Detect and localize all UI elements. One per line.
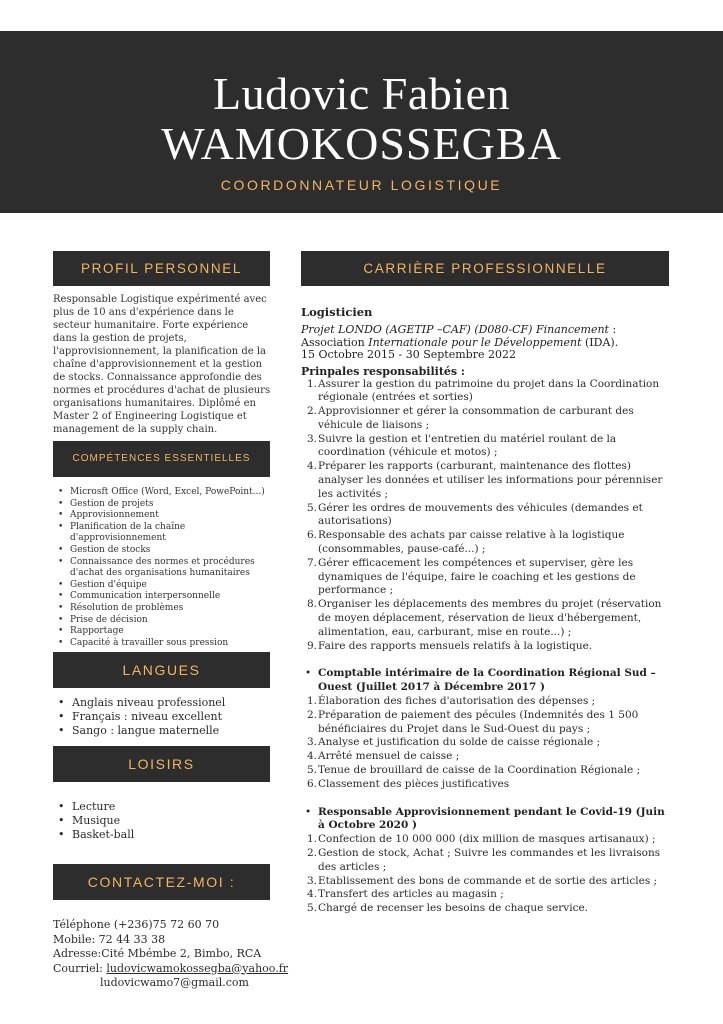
project-funding: : Association (301, 323, 617, 349)
role-procurement-list (301, 833, 671, 916)
list-item: 3. Analyse et justification du solde de caisse régionale ; (307, 736, 601, 749)
project-period: 15 Octobre 2015 - 30 Septembre 2022 (301, 348, 516, 361)
list-item: 7. Gérer efficacement les compétences et superviser, gère les dynamiques de l'équipe, faire le coaching et les gestions de performance ; (307, 556, 636, 597)
list-item: • Gestion de stocks (58, 545, 278, 557)
list-item: 4. Arrêté mensuel de caisse ; (307, 750, 460, 763)
list-item: 3. Suivre la gestion et l'entretien du matériel roulant de la coordination (véhicule et motos) ; (307, 432, 617, 459)
email-label: Courriel: (53, 961, 107, 975)
list-item: 2. Approvisionner et gérer la consommation de carburant des véhicule de liaisons ; (307, 405, 634, 431)
list-item: • Sango : langue maternelle (58, 724, 278, 738)
contact-block (53, 918, 289, 991)
section-heading-contact: CONTACTEZ-MOI : (53, 864, 270, 900)
name-last: WAMOKOSSEGBA (161, 118, 562, 169)
list-item: 9. Faire des rapports mensuels relatifs à la logistique. (307, 639, 593, 652)
job-title: Logisticien (301, 305, 373, 319)
list-item: 1. Élaboration des fiches d'autorisation des dépenses ; (307, 695, 596, 708)
contact-email-row (53, 961, 289, 977)
list-item: 2. Préparation de paiement des pécules (Indemnités des 1 500 bénéficiaires du Projet dans le Sud-Ouest du pays ; (307, 708, 639, 735)
project-funder: Internationale pour le Développement (368, 335, 582, 349)
list-item: 6. Responsable des achats par caisse relative à la logistique (consommables, pause-café...) ; (307, 529, 625, 556)
list-item: • Musique (58, 814, 278, 828)
name-first: Ludovic Fabien (213, 68, 510, 119)
hobbies-list (58, 800, 278, 842)
list-item: • Anglais niveau professionel (58, 696, 278, 710)
list-item: 4. Préparer les rapports (carburant, maintenance des flottes) analyser les données et utiliser les informations pour pérenniser les activités ; (307, 460, 663, 500)
list-item: 4. Transfert des articles au magasin ; (307, 888, 504, 901)
list-item: • Gestion de projets (58, 499, 278, 511)
section-heading-languages: LANGUES (53, 652, 270, 688)
career-content (301, 305, 671, 916)
project-description (301, 324, 671, 349)
email-link[interactable]: ludovicwamokossegba@yahoo.fr (106, 961, 289, 975)
list-item: • Connaissance des normes et procédures d'achat des organisations humanitaires (58, 557, 278, 580)
role-procurement-title: • Responsable Approvisionnement pendant le Covid-19 (Juin à Octobre 2020 ) (301, 806, 671, 834)
list-item: • Microsft Office (Word, Excel, PowePoint...) (58, 487, 278, 499)
contact-email-secondary: ludovicwamo7@gmail.com (100, 976, 249, 989)
project-funder-abbr: (IDA). (581, 335, 619, 349)
responsibilities-list (301, 378, 671, 654)
list-item: 5. Gérer les ordres de mouvements des véhicules (demandes et autorisations) (307, 501, 643, 528)
list-item: • Résolution de problèmes (58, 603, 278, 615)
list-item: 5. Chargé de recenser les besoins de chaque service. (307, 902, 589, 915)
role-accountant-title: • Comptable intérimaire de la Coordination Régional Sud – Ouest (Juillet 2017 à Décembre 2017 ) (301, 667, 671, 695)
list-item: 3. Etablissement des bons de commande et de sortie des articles ; (307, 874, 658, 887)
list-item: • Planification de la chaîne d'approvisionnement (58, 522, 278, 545)
section-heading-profile: PROFIL PERSONNEL (53, 251, 270, 286)
list-item: 1. Assurer la gestion du patrimoine du projet dans la Coordination régionale (entrées et sorties) (307, 377, 660, 404)
responsibilities-title: Prinpales responsabilités : (301, 364, 465, 378)
list-item: 6. Classement des pièces justificatives (307, 777, 510, 790)
list-item: • Lecture (58, 800, 278, 814)
list-item: • Prise de décision (58, 615, 278, 627)
section-heading-hobbies: LOISIRS (53, 746, 270, 782)
skills-list (58, 487, 278, 649)
list-item: 5. Tenue de brouillard de caisse de la Coordination Régionale ; (307, 764, 641, 777)
resume-header (0, 31, 723, 213)
role-accountant-list (301, 695, 671, 792)
list-item: • Basket-ball (58, 828, 278, 842)
list-item: • Gestion d'équipe (58, 580, 278, 592)
list-item: • Communication interpersonnelle (58, 591, 278, 603)
list-item: 1. Confection de 10 000 000 (dix million de masques artisanaux) ; (307, 833, 656, 846)
section-heading-skills: COMPÉTENCES ESSENTIELLES (53, 441, 270, 477)
section-heading-career: CARRIÈRE PROFESSIONNELLE (301, 251, 669, 286)
list-item: • Capacité à travailler sous pression (58, 638, 278, 650)
job-role: COORDONNATEUR LOGISTIQUE (220, 177, 503, 193)
profile-text: Responsable Logistique expérimenté avec plus de 10 ans d'expérience dans le secteur humanitaire. Forte expérience dans la gestion de projets, l'approvisionnement, la planification de la chaîne d'approvisionnement et la gestion de stocks. Connaissance approfondie des normes et procédures d'achat de plusieurs organisations humanitaires. Diplômé en Master 2 of Engineering Logistique et management de la supply chain. (53, 294, 271, 435)
list-item: 8. Organiser les déplacements des membres du projet (réservation de moyen déplacement, réservation de lieux d'hébergement, alimentation, eau, carburant, mise en route...) ; (307, 598, 662, 638)
languages-list (58, 696, 278, 738)
project-name: Projet LONDO (AGETIP –CAF) (D080-CF) Financement (301, 323, 609, 336)
contact-address: Adresse:Cité Mbémbe 2, Bimbo, RCA (53, 947, 262, 960)
list-item: 2. Gestion de stock, Achat ; Suivre les commandes et les livraisons des articles ; (307, 847, 661, 873)
contact-mobile: Mobile: 72 44 33 38 (53, 932, 166, 946)
list-item: • Français : niveau excellent (58, 710, 278, 724)
contact-phone: Téléphone (+236)75 72 60 70 (53, 918, 220, 931)
list-item: • Approvisionnement (58, 510, 278, 522)
list-item: • Rapportage (58, 626, 278, 638)
